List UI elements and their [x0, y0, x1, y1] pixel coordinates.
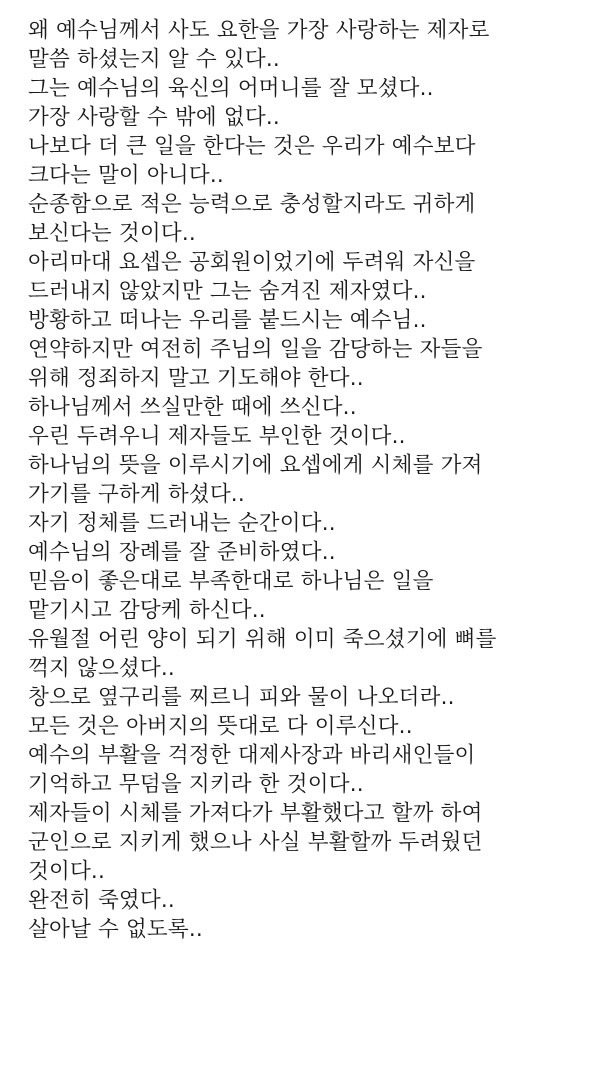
- note-line: 말씀 하셨는지 알 수 있다..: [28, 47, 280, 72]
- note-line: 믿음이 좋은대로 부족한대로 하나님은 일을: [28, 569, 434, 594]
- note-line: 살아날 수 없도록..: [28, 917, 203, 942]
- note-line: 꺽지 않으셨다..: [28, 656, 175, 681]
- note-line: 창으로 옆구리를 찌르니 피와 물이 나오더라..: [28, 685, 455, 710]
- note-line: 유월절 어린 양이 되기 위해 이미 죽으셨기에 뼈를: [28, 627, 497, 652]
- note-line: 하나님의 뜻을 이루시기에 요셉에게 시체를 가져: [28, 453, 483, 478]
- note-line: 예수님의 장례를 잘 준비하였다..: [28, 540, 336, 565]
- note-line: 순종함으로 적은 능력으로 충성할지라도 귀하게: [28, 192, 476, 217]
- note-body: [28, 16, 588, 944]
- note-line: 완전히 죽였다..: [28, 888, 175, 913]
- note-line: 맡기시고 감당케 하신다..: [28, 598, 266, 623]
- note-line: 모든 것은 아버지의 뜻대로 다 이루신다..: [28, 714, 413, 739]
- note-line: 크다는 말이 아니다..: [28, 163, 224, 188]
- note-line: 가장 사랑할 수 밖에 없다..: [28, 105, 280, 130]
- note-line: 연약하지만 여전히 주님의 일을 감당하는 자들을: [28, 337, 483, 362]
- note-line: 것이다..: [28, 859, 105, 884]
- note-line: 가기를 구하게 하셨다..: [28, 482, 245, 507]
- note-line: 방황하고 떠나는 우리를 붙드시는 예수님..: [28, 308, 427, 333]
- note-line: 기억하고 무덤을 지키라 한 것이다..: [28, 772, 364, 797]
- note-line: 드러내지 않았지만 그는 숨겨진 제자였다..: [28, 279, 427, 304]
- note-line: 군인으로 지키게 했으나 사실 부활할까 두려웠던: [28, 830, 483, 855]
- note-line: 나보다 더 큰 일을 한다는 것은 우리가 예수보다: [28, 134, 476, 159]
- note-line: 그는 예수님의 육신의 어머니를 잘 모셨다..: [28, 76, 434, 101]
- note-line: 우린 두려우니 제자들도 부인한 것이다..: [28, 424, 406, 449]
- note-line: 아리마대 요셉은 공회원이었기에 두려워 자신을: [28, 250, 476, 275]
- note-line: 보신다는 것이다..: [28, 221, 196, 246]
- note-line: 자기 정체를 드러내는 순간이다..: [28, 511, 336, 536]
- note-line: 하나님께서 쓰실만한 때에 쓰신다..: [28, 395, 357, 420]
- note-line: 제자들이 시체를 가져다가 부활했다고 할까 하여: [28, 801, 483, 826]
- note-line: 예수의 부활을 걱정한 대제사장과 바리새인들이: [28, 743, 476, 768]
- note-line: 위해 정죄하지 말고 기도해야 한다..: [28, 366, 364, 391]
- note-line: 왜 예수님께서 사도 요한을 가장 사랑하는 제자로: [28, 18, 490, 43]
